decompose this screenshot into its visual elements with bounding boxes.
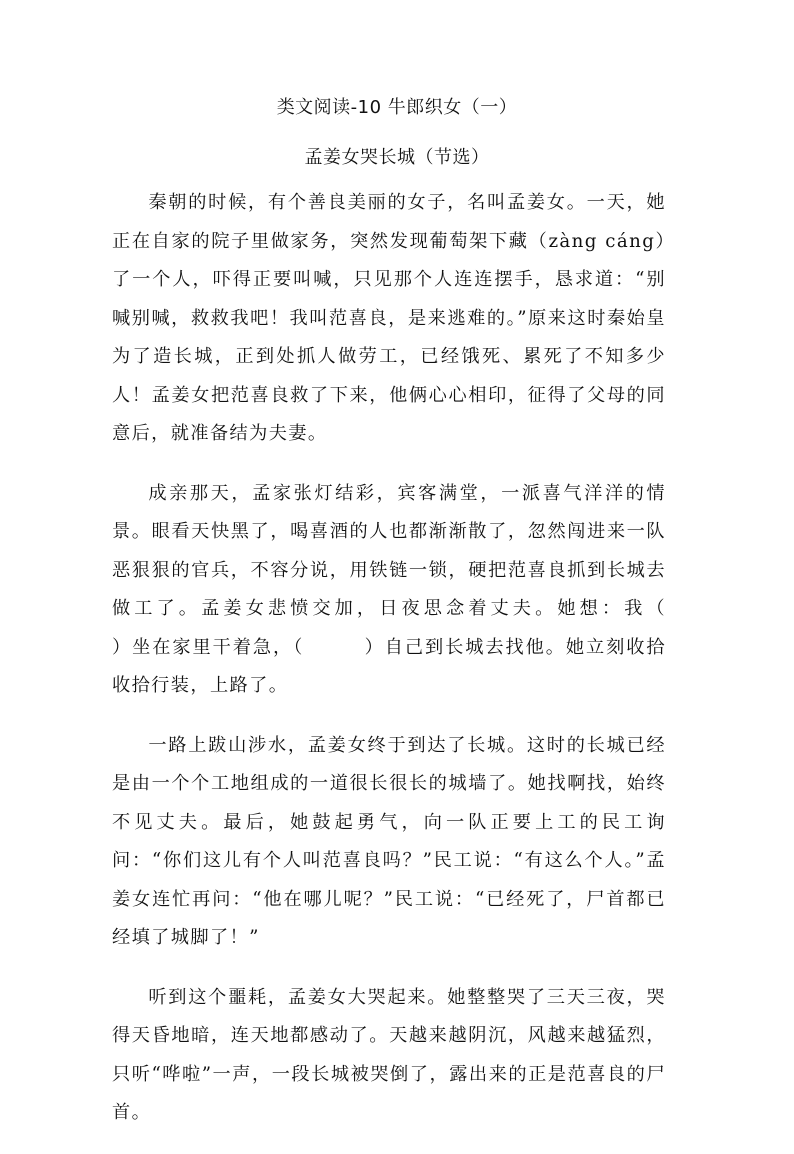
document-title: 类文阅读-10 牛郎织女（一） — [276, 97, 518, 118]
document-subtitle: 孟姜女哭长城（节选） — [304, 147, 490, 168]
paragraph-1: 秦朝的时候，有个善良美丽的女子，名叫孟姜女。一天，她正在自家的院子里做家务，突然发现葡萄架下藏（zàng cáng）了一个人，吓得正要叫喊，只见那个人连连摆手，恳求道：“别喊别喊，救救我吧！我叫范喜良，是来逃难的。”原来这时秦始皇为了造长城，正到处抓人做劳工，已经饿死、累死了不知多少人！孟姜女把范喜良救了下来，他俩心心相印，征得了父母的同意后，就准备结为夫妻。 — [112, 192, 666, 444]
paragraph-4: 听到这个噩耗，孟姜女大哭起来。她整整哭了三天三夜，哭得天昏地暗，连天地都感动了。天越来越阴沉，风越来越猛烈，只听“哗啦”一声，一段长城被哭倒了，露出来的正是范喜良的尸首。 — [112, 986, 666, 1123]
document-body — [112, 184, 725, 1154]
paragraph-3: 一路上跋山涉水，孟姜女终于到达了长城。这时的长城已经是由一个个工地组成的一道很长很长的城墙了。她找啊找，始终不见丈夫。最后，她鼓起勇气，向一队正要上工的民工询问：“你们这儿有个人叫范喜良吗？”民工说：“有这么个人。”孟姜女连忙再问：“他在哪儿呢？”民工说：“已经死了，尸首都已经填了城脚了！” — [112, 734, 666, 948]
paragraph-2: 成亲那天，孟家张灯结彩，宾客满堂，一派喜气洋洋的情景。眼看天快黑了，喝喜酒的人也都渐渐散了，忽然闯进来一队恶狠狠的官兵，不容分说，用铁链一锁，硬把范喜良抓到长城去做工了。孟姜女悲愤交加，日夜思念着丈夫。她想：我（ ）坐在家里干着急，（ ）自己到长城去找他。她立刻收拾收拾行装，上路了。 — [112, 482, 725, 696]
